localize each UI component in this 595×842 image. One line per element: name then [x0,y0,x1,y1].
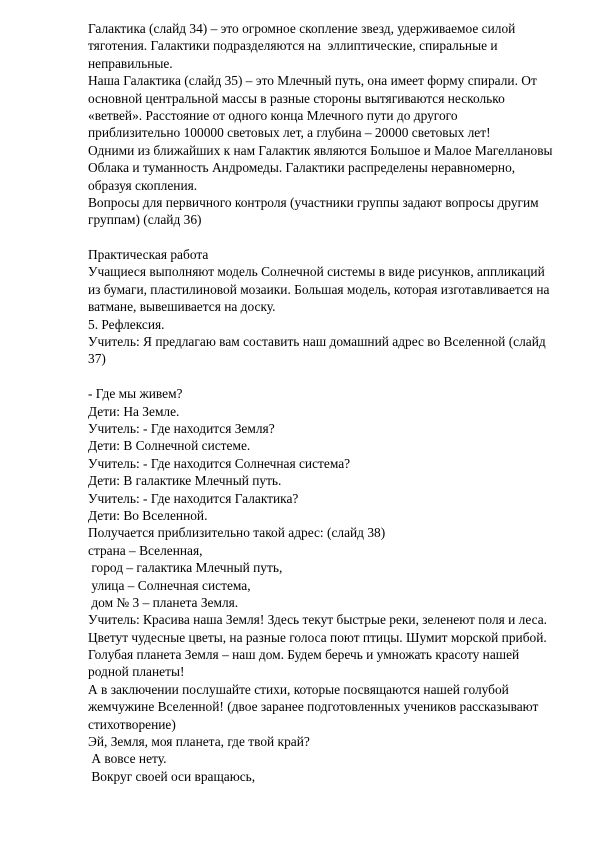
text-line: из бумаги, пластилиновой мозаики. Большая модель, которая изготавливается на [88,281,550,297]
text-line: Учащиеся выполняют модель Солнечной системы в виде рисунков, аппликаций [88,264,545,280]
text-line: Учитель: Я предлагаю вам составить наш домашний адрес во Вселенной (слайд [88,334,546,350]
text-line: неправильные. [88,55,173,71]
text-line: 37) [88,351,106,367]
document-body [88,20,578,785]
text-line: Практическая работа [88,247,209,263]
text-line: Дети: В галактике Млечный путь. [88,473,282,489]
text-line: Учитель: - Где находится Земля? [88,420,275,436]
blank-line [88,368,578,385]
text-line: улица – Солнечная система, [88,577,251,593]
text-line: А в заключении послушайте стихи, которые посвящаются нашей голубой [88,681,509,697]
text-line: жемчужине Вселенной! (двое заранее подготовленных учеников рассказывают [88,699,539,715]
text-line: Галактика (слайд 34) – это огромное скопление звезд, удерживаемое силой [88,21,516,36]
text-line: Учитель: Красива наша Земля! Здесь текут быстрые реки, зеленеют поля и леса. [88,612,548,628]
text-line: Наша Галактика (слайд 35) – это Млечный путь, она имеет форму спирали. От [88,73,537,89]
text-line: родной планеты! [88,664,185,680]
text-line: тяготения. Галактики подразделяются на эллиптические, спиральные и [88,38,498,54]
text-line: Одними из ближайших к нам Галактик являются Большое и Малое Магеллановы [88,142,553,158]
text-line: Дети: На Земле. [88,403,180,419]
text-line: основной центральной массы в разные стороны вытягиваются несколько [88,90,505,106]
text-line: Цветут чудесные цветы, на разные голоса поют птицы. Шумит морской прибой. [88,629,547,645]
text-line: А вовсе нету. [88,751,167,767]
text-line: Дети: В Солнечной системе. [88,438,251,454]
text-line: Получается приблизительно такой адрес: (слайд 38) [88,525,386,541]
text-line: группам) (слайд 36) [88,212,202,228]
text-line: Учитель: - Где находится Галактика? [88,490,299,506]
text-line: приблизительно 100000 световых лет, а глубина – 20000 световых лет! [88,125,491,141]
text-line: «ветвей». Расстояние от одного конца Млечного пути до другого [88,107,458,123]
text-line: город – галактика Млечный путь, [88,560,283,576]
text-line: Вопросы для первичного контроля (участники группы задают вопросы другим [88,194,539,210]
text-line: страна – Вселенная, [88,542,203,558]
text-line: ватмане, вывешивается на доску. [88,299,276,315]
text-line: Эй, Земля, моя планета, где твой край? [88,734,310,750]
blank-line [88,229,578,246]
text-line: образуя скопления. [88,177,198,193]
text-line: Голубая планета Земля – наш дом. Будем беречь и умножать красоту нашей [88,647,520,663]
text-line: Дети: Во Вселенной. [88,507,208,523]
text-line: дом № 3 – планета Земля. [88,594,239,610]
text-line: стихотворение) [88,716,176,732]
text-line: Учитель: - Где находится Солнечная система? [88,455,351,471]
text-line: 5. Рефлексия. [88,316,165,332]
text-line: Облака и туманность Андромеды. Галактики распределены неравномерно, [88,160,516,176]
text-line: - Где мы живем? [88,386,183,402]
text-line: Вокруг своей оси вращаюсь, [88,768,256,784]
